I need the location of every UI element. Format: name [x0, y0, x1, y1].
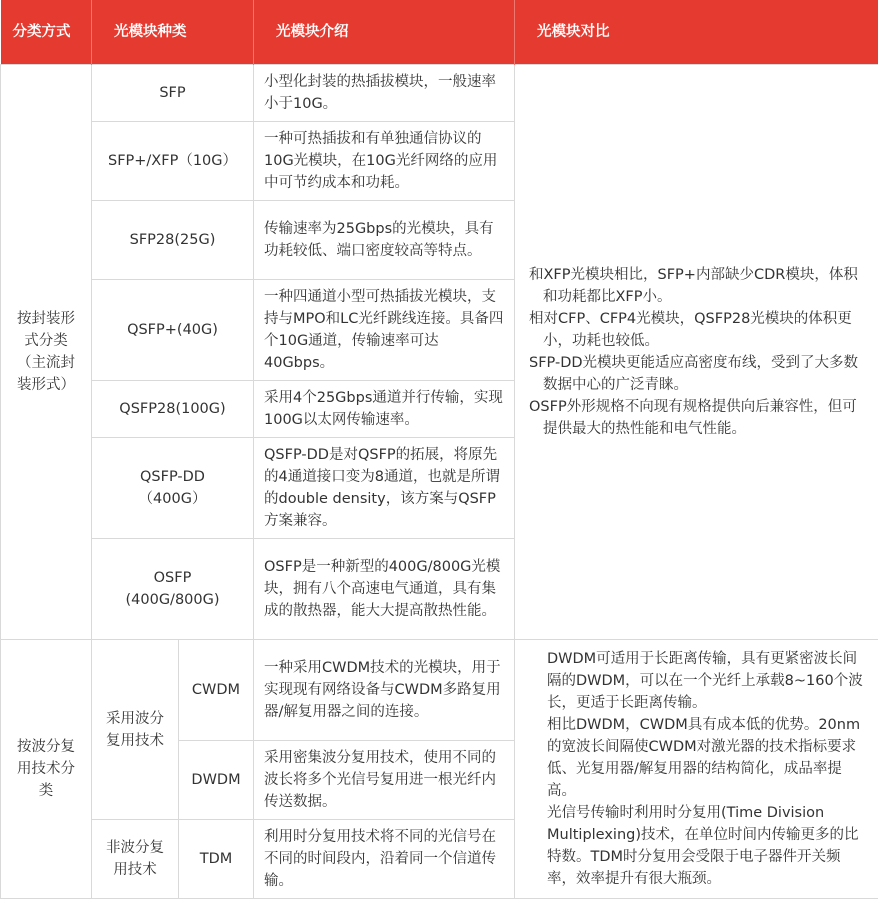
table-header-row [1, 0, 878, 65]
module-type: SFP [92, 65, 254, 122]
category-package: 按封装形式分类（主流封装形式） [1, 65, 92, 640]
subcategory-wdm: 采用波分复用技术 [92, 640, 179, 820]
module-type: SFP28(25G) [92, 201, 254, 280]
subcategory-non-wdm: 非波分复用技术 [92, 820, 179, 899]
module-intro: 小型化封装的热插拔模块，一般速率小于10G。 [254, 65, 515, 122]
module-intro: 一种采用CWDM技术的光模块，用于实现现有网络设备与CWDM多路复用器/解复用器之间的连接。 [254, 640, 515, 741]
module-type: QSFP+(40G) [92, 280, 254, 381]
module-type: CWDM [179, 640, 254, 741]
module-intro: 采用4个25Gbps通道并行传输，实现100G以太网传输速率。 [254, 381, 515, 438]
table-row [1, 65, 878, 122]
header-module-intro: 光模块介绍 [254, 0, 515, 65]
module-type: QSFP28(100G) [92, 381, 254, 438]
comparison-item: OSFP外形规格不向现有规格提供向后兼容性，但可提供最大的热性能和电气性能。 [529, 399, 857, 437]
comparison-item: 相比DWDM，CWDM具有成本低的优势。20nm的宽波长间隔使CWDM对激光器的技术指标要求低、光复用器/解复用器的结构简化，成品率提高。 [547, 717, 861, 799]
comparison-package [515, 65, 878, 640]
header-module-type: 光模块种类 [92, 0, 254, 65]
header-module-comparison: 光模块对比 [515, 0, 878, 65]
comparison-item: 和XFP光模块相比，SFP+内部缺少CDR模块，体积和功耗都比XFP小。 [529, 267, 858, 305]
module-intro: 采用密集波分复用技术，使用不同的波长将多个光信号复用进一根光纤内传送数据。 [254, 741, 515, 820]
header-classification: 分类方式 [1, 0, 92, 65]
module-intro: 利用时分复用技术将不同的光信号在不同的时间段内，沿着同一个信道传输。 [254, 820, 515, 899]
module-type: OSFP (400G/800G) [92, 539, 254, 640]
comparison-item: SFP-DD光模块更能适应高密度布线，受到了大多数数据中心的广泛青睐。 [529, 355, 859, 393]
comparison-item: 光信号传输时利用时分复用(Time Division Multiplexing)技术，在单位时间内传输更多的比特数。TDM时分复用会受限于电子器件开关频率，效率提升有很大瓶颈。 [547, 805, 859, 887]
comparison-item: DWDM可适用于长距离传输，具有更紧密波长间隔的DWDM，可以在一个光纤上承载8~160个波长，更适于长距离传输。 [547, 651, 863, 711]
category-wdm: 按波分复用技术分类 [1, 640, 92, 899]
module-intro: QSFP-DD是对QSFP的拓展，将原先的4通道接口变为8通道，也就是所谓的double density，该方案与QSFP方案兼容。 [254, 438, 515, 539]
module-type: QSFP-DD（400G） [92, 438, 254, 539]
module-intro: 一种四通道小型可热插拔光模块，支持与MPO和LC光纤跳线连接。具备四个10G通道，传输速率可达40Gbps。 [254, 280, 515, 381]
comparison-item: 相对CFP、CFP4光模块，QSFP28光模块的体积更小，功耗也较低。 [529, 311, 852, 349]
module-type: TDM [179, 820, 254, 899]
module-type: SFP+/XFP（10G） [92, 122, 254, 201]
table-row [1, 640, 878, 741]
module-intro: 传输速率为25Gbps的光模块，具有功耗较低、端口密度较高等特点。 [254, 201, 515, 280]
comparison-wdm [515, 640, 878, 899]
module-intro: OSFP是一种新型的400G/800G光模块，拥有八个高速电气通道，具有集成的散热器，能大大提高散热性能。 [254, 539, 515, 640]
module-type: DWDM [179, 741, 254, 820]
module-intro: 一种可热插拔和有单独通信协议的10G光模块，在10G光纤网络的应用中可节约成本和功耗。 [254, 122, 515, 201]
